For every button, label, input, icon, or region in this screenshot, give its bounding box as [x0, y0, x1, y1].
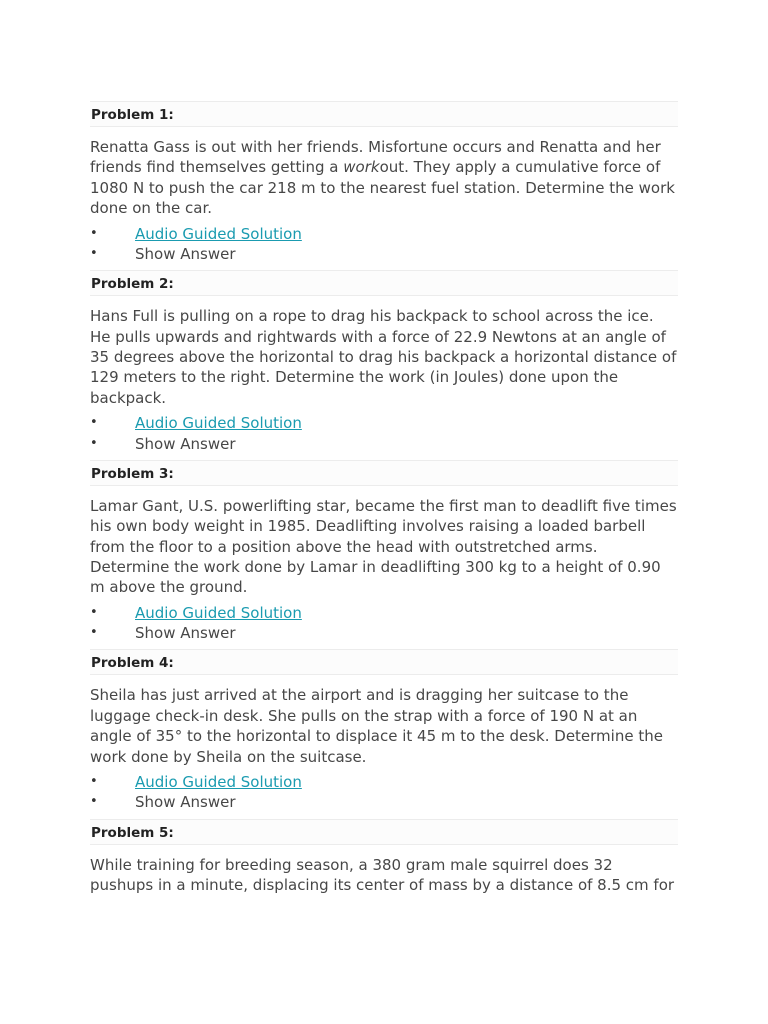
bullet-icon: •: [90, 245, 98, 261]
problem-3-audio-item: [90, 603, 678, 623]
problem-3-audio-link[interactable]: Audio Guided Solution: [135, 603, 302, 622]
bullet-icon: •: [90, 225, 98, 241]
problem-2-answer-item: [90, 434, 678, 454]
problem-5-title: Problem 5:: [90, 819, 678, 845]
problem-3-answer-item: [90, 623, 678, 643]
problem-1-audio-item: [90, 224, 678, 244]
problem-1-links: [90, 224, 678, 265]
problem-1-text-start: Renatta Gass is out with her friends. Misfortune occurs and Renatta and her friends find themselves getting a: [90, 138, 661, 177]
problem-1-show-answer[interactable]: Show Answer: [135, 244, 236, 263]
problem-3-links: [90, 603, 678, 644]
problem-4: [90, 649, 678, 812]
problem-1-title: Problem 1:: [90, 101, 678, 127]
problem-4-answer-item: [90, 792, 678, 812]
problem-2-audio-link[interactable]: Audio Guided Solution: [135, 414, 302, 433]
bullet-icon: •: [90, 415, 98, 431]
problem-1-text: [90, 137, 678, 219]
problem-5: [90, 819, 678, 896]
problem-3: [90, 460, 678, 644]
problem-5-text: While training for breeding season, a 380 gram male squirrel does 32 pushups in a minute, displacing its center of mass by a distance of 8.5 cm for: [90, 855, 675, 895]
problem-4-audio-link[interactable]: Audio Guided Solution: [135, 773, 302, 792]
problem-3-show-answer[interactable]: Show Answer: [135, 624, 236, 643]
problem-1-text-italic: work: [343, 158, 380, 177]
problem-2-title: Problem 2:: [90, 270, 678, 296]
problem-list: [90, 101, 678, 896]
bullet-icon: •: [90, 774, 98, 790]
problem-2-links: [90, 413, 678, 454]
problem-2-text: Hans Full is pulling on a rope to drag his backpack to school across the ice. He pulls upwards and rightwards with a force of 22.9 Newtons at an angle of 35 degrees above the horizontal to drag his backpack a horizontal distance of 129 meters to the right. Determine the work (in Joules) done upon the backpack.: [90, 307, 677, 407]
problem-1-answer-item: [90, 244, 678, 264]
problem-4-text: Sheila has just arrived at the airport and is dragging her suitcase to the luggage check-in desk. She pulls on the strap with a force of 190 N at an angle of 35° to the horizontal to displace it 45 m to the desk. Determine the work done by Sheila on the suitcase.: [90, 686, 663, 766]
problem-1: [90, 101, 678, 264]
problem-4-audio-item: [90, 772, 678, 792]
problem-3-title: Problem 3:: [90, 460, 678, 486]
problem-2: [90, 270, 678, 454]
problem-2-audio-item: [90, 413, 678, 433]
problem-1-audio-link[interactable]: Audio Guided Solution: [135, 224, 302, 243]
bullet-icon: •: [90, 604, 98, 620]
problem-4-links: [90, 772, 678, 813]
problem-4-title: Problem 4:: [90, 649, 678, 675]
problem-4-show-answer[interactable]: Show Answer: [135, 793, 236, 812]
problem-1-text-end: out. They apply a cumulative force of 1080 N to push the car 218 m to the nearest fuel station. Determine the work done on the car.: [90, 158, 675, 218]
bullet-icon: •: [90, 794, 98, 810]
problem-2-show-answer[interactable]: Show Answer: [135, 434, 236, 453]
problem-3-text: Lamar Gant, U.S. powerlifting star, became the first man to deadlift five times his own body weight in 1985. Deadlifting involves raising a loaded barbell from the floor to a position above the head with outstretched arms. Determine the work done by Lamar in deadlifting 300 kg to a height of 0.90 m above the ground.: [90, 496, 677, 597]
bullet-icon: •: [90, 435, 98, 451]
bullet-icon: •: [90, 625, 98, 641]
